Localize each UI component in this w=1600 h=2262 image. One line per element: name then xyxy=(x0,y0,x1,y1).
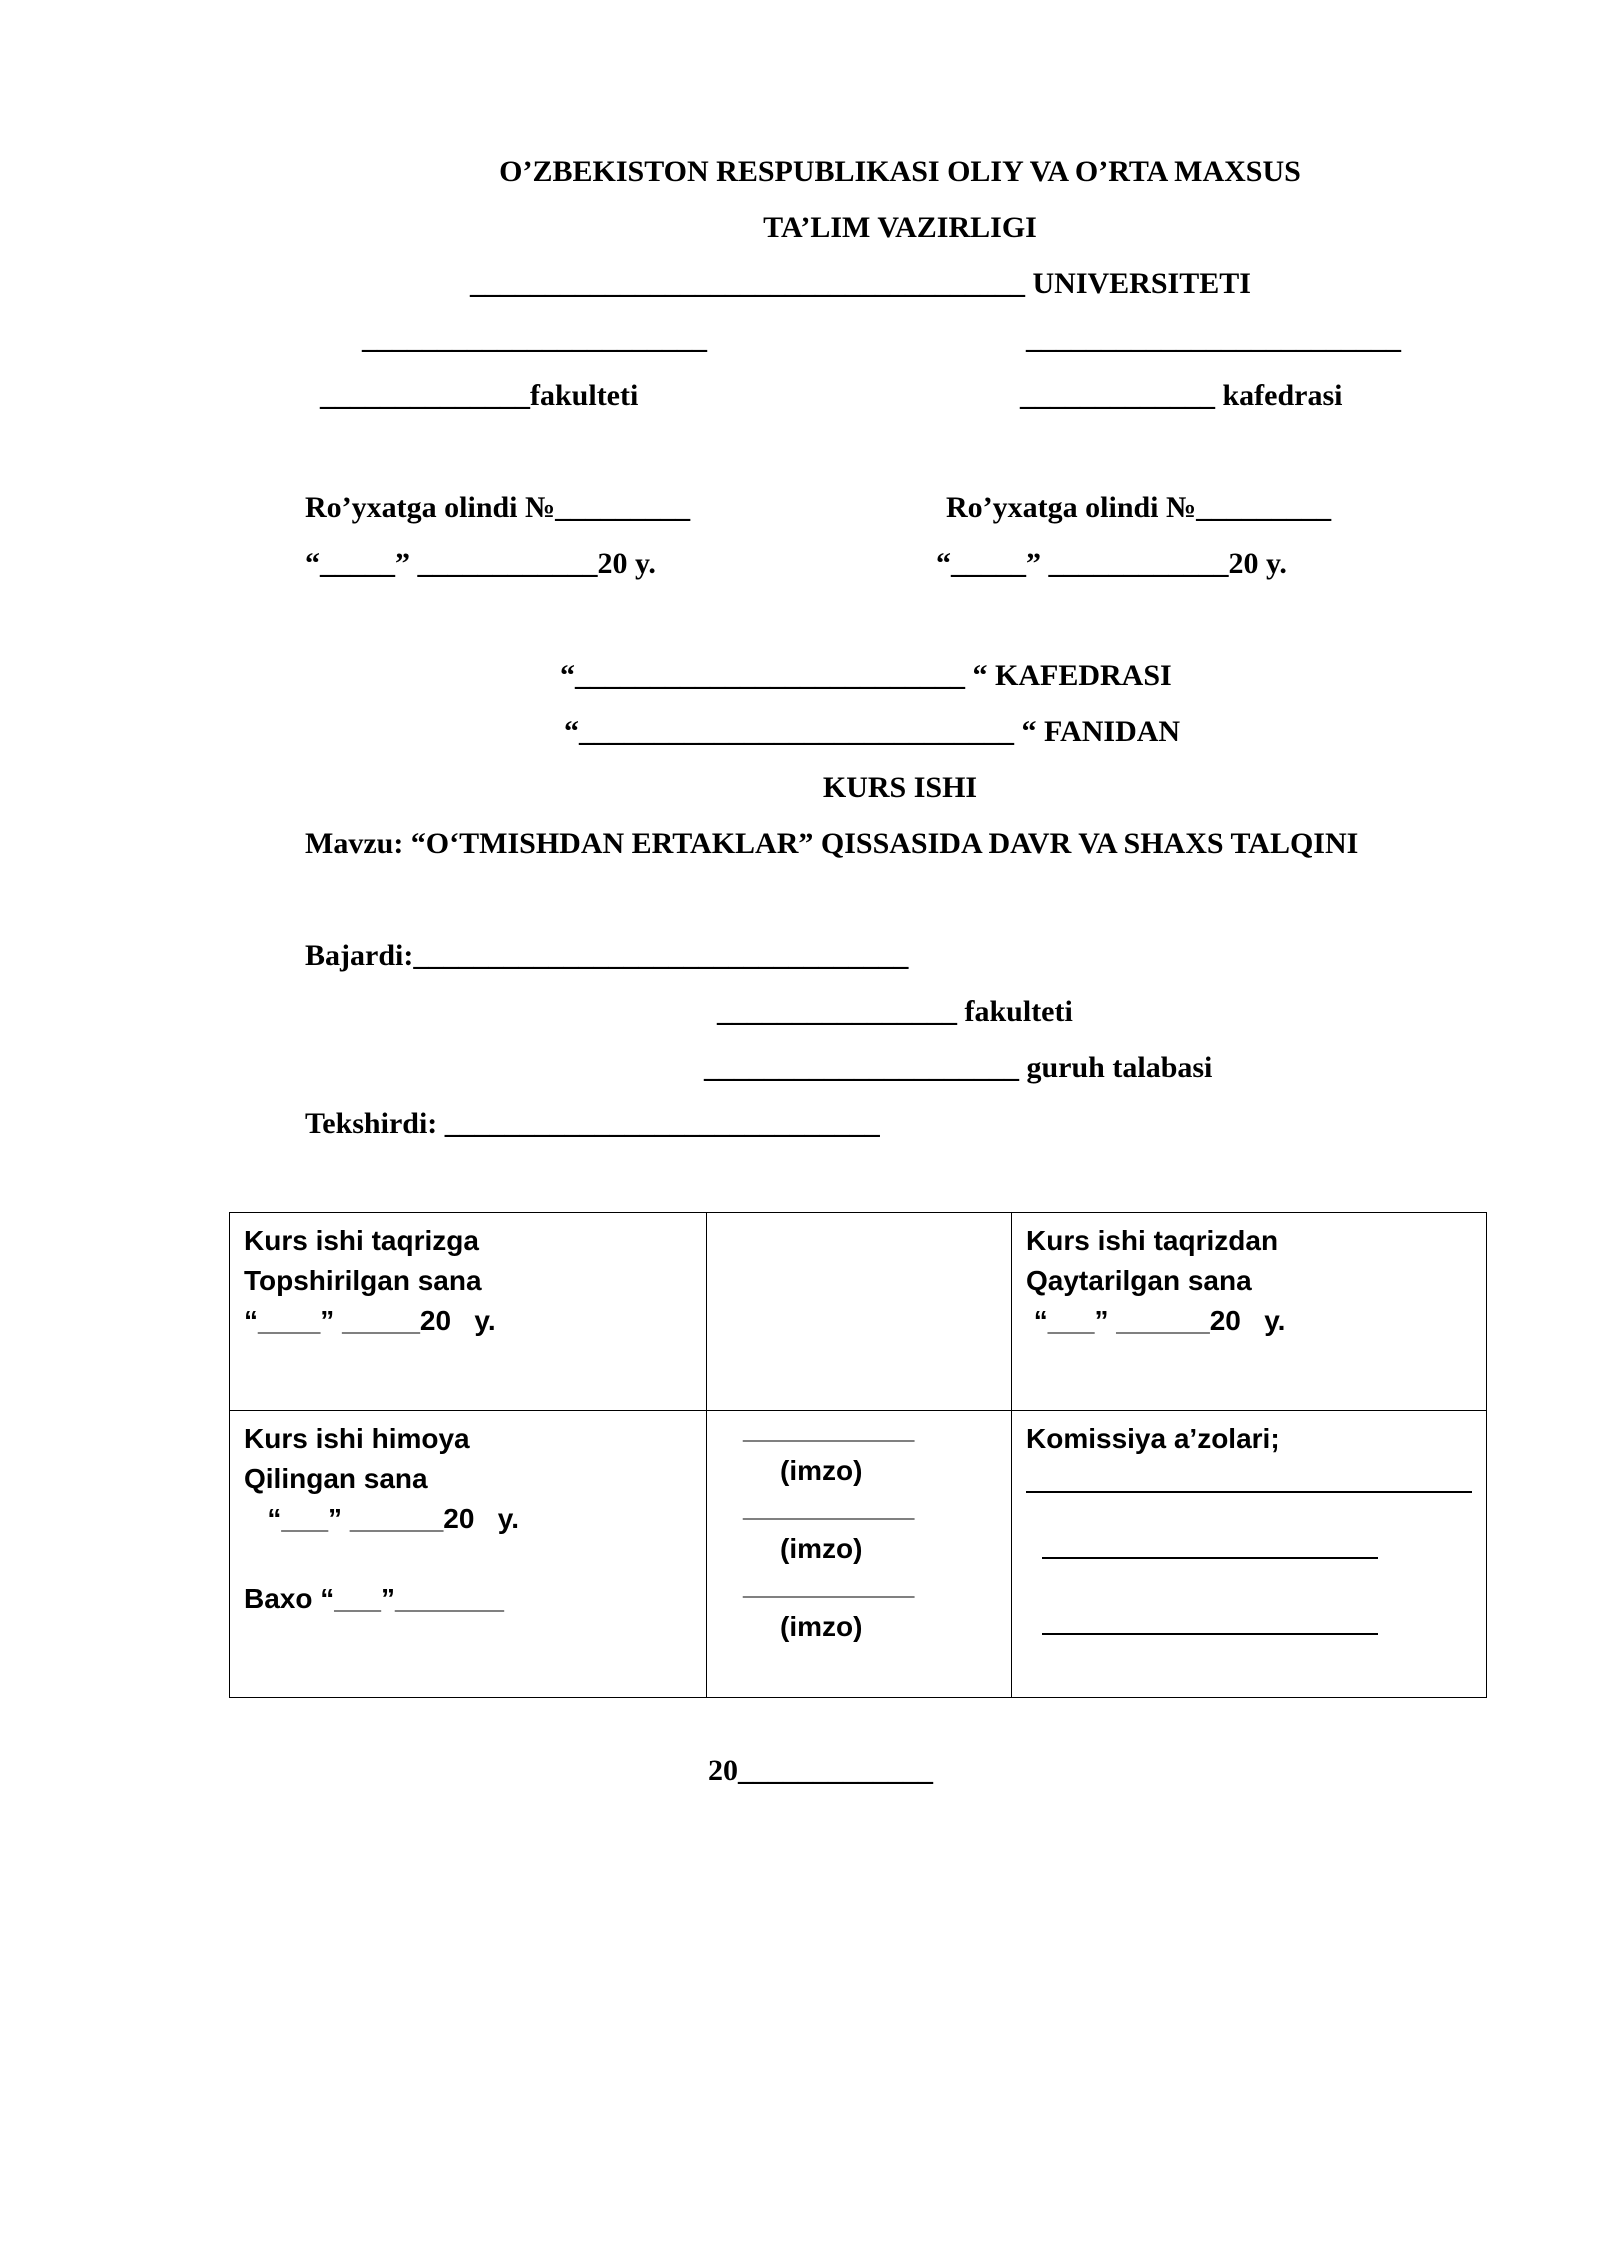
returned-cell xyxy=(1012,1213,1487,1411)
commission-title: Komissiya a’zolari; xyxy=(1026,1423,1280,1454)
review-table xyxy=(229,1212,1487,1698)
defended-cell xyxy=(230,1411,707,1698)
registration-left: Ro’yxatga olindi №_________ xyxy=(305,491,691,524)
registration-left-date: “_____” ____________20 y. xyxy=(305,547,656,580)
signature-label-1: (imzo) xyxy=(780,1455,863,1486)
faculty-blank-line: _______________________ xyxy=(362,322,707,355)
tekshirdi-line: Tekshirdi: _____________________________ xyxy=(305,1107,880,1140)
department-blank-line: _________________________ xyxy=(1026,322,1401,355)
kurs-ishi-title: KURS ISHI xyxy=(822,771,978,804)
kafedra-title: “__________________________ “ KAFEDRASI xyxy=(560,659,1172,692)
faculty-label: ______________fakulteti xyxy=(320,379,639,412)
ministry-line-1: O’ZBEKISTON RESPUBLIKASI OLIY VA O’RTA MAXSUS xyxy=(499,155,1301,188)
signatures-cell xyxy=(707,1411,1012,1698)
department-label: _____________ kafedrasi xyxy=(1020,379,1343,412)
empty-cell xyxy=(707,1213,1012,1411)
registration-right-date: “_____” ____________20 y. xyxy=(936,547,1287,580)
submitted-text: Kurs ishi taqrizga Topshirilgan sana “____” _____20 y. xyxy=(244,1225,496,1336)
signature-label-3: (imzo) xyxy=(780,1611,863,1642)
student-faculty-line: ________________ fakulteti xyxy=(717,995,1073,1028)
commission-line-2 xyxy=(1042,1557,1378,1559)
group-line: _____________________ guruh talabasi xyxy=(704,1051,1213,1084)
submitted-cell xyxy=(230,1213,707,1411)
registration-right: Ro’yxatga olindi №_________ xyxy=(946,491,1332,524)
signature-label-2: (imzo) xyxy=(780,1533,863,1564)
bajardi-line: Bajardi:_________________________________ xyxy=(305,939,909,972)
signature-line-3: ___________ xyxy=(743,1569,915,1600)
topic-line: Mavzu: “O‘TMISHDAN ERTAKLAR” QISSASIDA DAVR VA SHAXS TALQINI xyxy=(305,827,1359,860)
ministry-line-2: TA’LIM VAZIRLIGI xyxy=(763,211,1037,244)
footer-year: 20_____________ xyxy=(708,1754,933,1787)
fanidan-title: “_____________________________ “ FANIDAN xyxy=(564,715,1181,748)
returned-text: Kurs ishi taqrizdan Qaytarilgan sana “___” ______20 y. xyxy=(1026,1225,1286,1336)
commission-line-3 xyxy=(1042,1633,1378,1635)
commission-line-1 xyxy=(1026,1491,1472,1493)
university-line: _____________________________________ UNIVERSITETI xyxy=(470,267,1251,300)
commission-cell xyxy=(1012,1411,1487,1698)
signature-line-1: ___________ xyxy=(743,1413,915,1444)
defended-text: Kurs ishi himoya Qilingan sana “___” ______20 y. Baxo “___”_______ xyxy=(244,1423,520,1614)
signature-line-2: ___________ xyxy=(743,1491,915,1522)
